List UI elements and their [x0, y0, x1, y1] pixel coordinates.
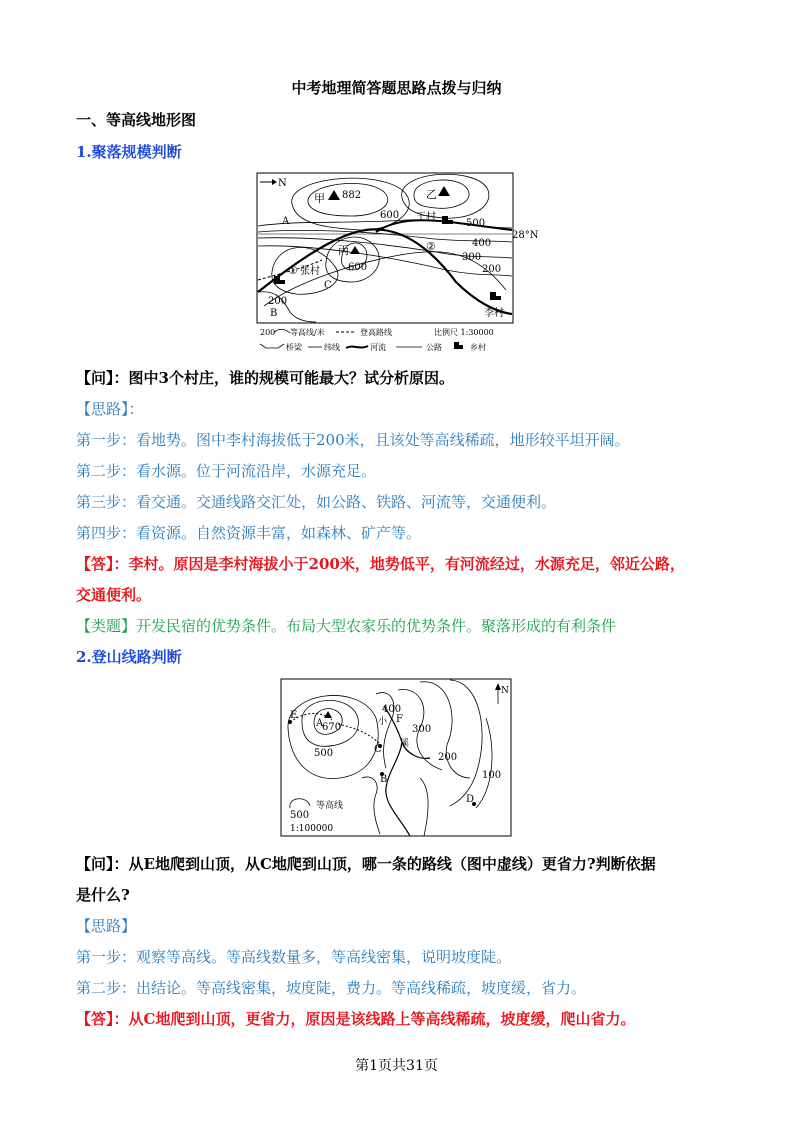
label-yi: 乙: [426, 188, 437, 201]
q2-think: 【思路】: [76, 917, 137, 935]
contour-map-1: [256, 172, 538, 354]
q1-step4: 第四步：看资源。自然资源丰富，如森林、矿产等。: [76, 524, 422, 542]
q1-answer: 【答】：李村。原因是李村海拔小于200米，地势低平，有河流经过，水源充足，邻近公路，: [76, 555, 685, 573]
map2-400: 400: [382, 704, 402, 715]
label-b: B: [270, 308, 278, 319]
label-circ2: ②: [426, 240, 436, 253]
map2-legend-500: 500: [290, 810, 310, 821]
q1-question: 【问】：图中3个村庄，谁的规模可能最大？试分析原因。: [76, 369, 454, 387]
label-zhangcun: 张村: [300, 266, 320, 277]
label-300: 300: [462, 252, 482, 263]
legend-road: 公路: [426, 343, 442, 352]
map2-f: F: [396, 714, 403, 725]
label-400: 400: [472, 238, 492, 249]
map2-c: C: [374, 744, 382, 755]
label-jia: 甲: [314, 192, 325, 205]
map2-scale: 1:100000: [290, 824, 334, 834]
map2-200: 200: [438, 752, 458, 763]
map2-d: D: [466, 794, 475, 805]
legend-contour: 等高线/米: [290, 328, 325, 337]
map2-xiao: 小: [378, 717, 388, 727]
legend-latline: 纬线: [324, 343, 340, 352]
label-600b: 600: [348, 262, 368, 273]
q2-heading: 2.登山线路判断: [76, 648, 182, 666]
map2-xi: 溪: [400, 739, 410, 749]
map2-670: 670: [322, 722, 342, 733]
map2-north: N: [501, 686, 509, 696]
label-200b: 200: [268, 296, 288, 307]
q2-answer: 【答】：从C地爬到山顶，更省力，原因是该线路上等高线稀疏，坡度缓，爬山省力。: [76, 1010, 636, 1028]
legend-river: 河流: [370, 343, 386, 352]
legend-bridge: 桥梁: [286, 343, 302, 352]
map2-500: 500: [314, 748, 334, 759]
q1-step1: 第一步：看地势。图中李村海拔低于200米，且该处等高线稀疏，地形较平坦开阔。: [76, 431, 630, 449]
q1-step2: 第二步：看水源。位于河流沿岸，水源充足。: [76, 462, 377, 480]
label-600a: 600: [380, 210, 400, 221]
q1-heading: 1.聚落规模判断: [76, 143, 182, 161]
legend-village: 乡村: [470, 343, 486, 352]
map2-100: 100: [482, 770, 502, 781]
map2-300: 300: [412, 724, 432, 735]
section-heading: 一、等高线地形图: [76, 111, 197, 129]
label-c: C: [324, 280, 332, 291]
map2-e: E: [290, 710, 298, 721]
q1-answer-cont: 交通便利。: [76, 586, 152, 604]
q2-step1: 第一步：观察等高线。等高线数量多，等高线密集，说明坡度陡。: [76, 948, 512, 966]
label-bing: 丙: [338, 244, 349, 257]
q1-similar: 【类题】开发民宿的优势条件。布局大型农家乐的优势条件。聚落形成的有利条件: [76, 617, 617, 635]
label-wangcun: 王村: [416, 212, 436, 223]
label-882: 882: [342, 190, 362, 201]
page-title: 中考地理简答题思路点拨与归纳: [291, 79, 502, 97]
map2-legend-contour: 等高线: [316, 801, 344, 811]
q2-question-cont: 是什么?: [76, 886, 130, 904]
q2-step2: 第二步：出结论。等高线密集，坡度陡，费力。等高线稀疏，坡度缓，省力。: [76, 979, 587, 997]
label-lat: 28°N: [512, 230, 538, 241]
contour-map-2: [280, 678, 514, 840]
map2-b: B: [380, 774, 388, 785]
north-label: N: [278, 178, 287, 189]
legend-scale: 比例尺 1:30000: [434, 328, 494, 337]
page-footer: 第1页共31页: [355, 1058, 438, 1074]
q2-question: 【问】：从E地爬到山顶，从C地爬到山顶，哪一条的路线（图中虚线）更省力?判断依据: [76, 855, 656, 873]
legend-route: 登高路线: [360, 328, 392, 337]
label-200a: 200: [482, 264, 502, 275]
label-a: A: [282, 216, 290, 227]
legend-200: 200: [260, 328, 276, 337]
label-500: 500: [466, 218, 486, 229]
q1-step3: 第三步：看交通。交通线路交汇处，如公路、铁路、河流等，交通便利。: [76, 493, 557, 511]
label-licun: 李村: [484, 308, 504, 319]
q1-think: 【思路】：: [76, 400, 144, 418]
map2-a: A: [316, 718, 324, 729]
label-circ1: ①: [288, 264, 298, 277]
